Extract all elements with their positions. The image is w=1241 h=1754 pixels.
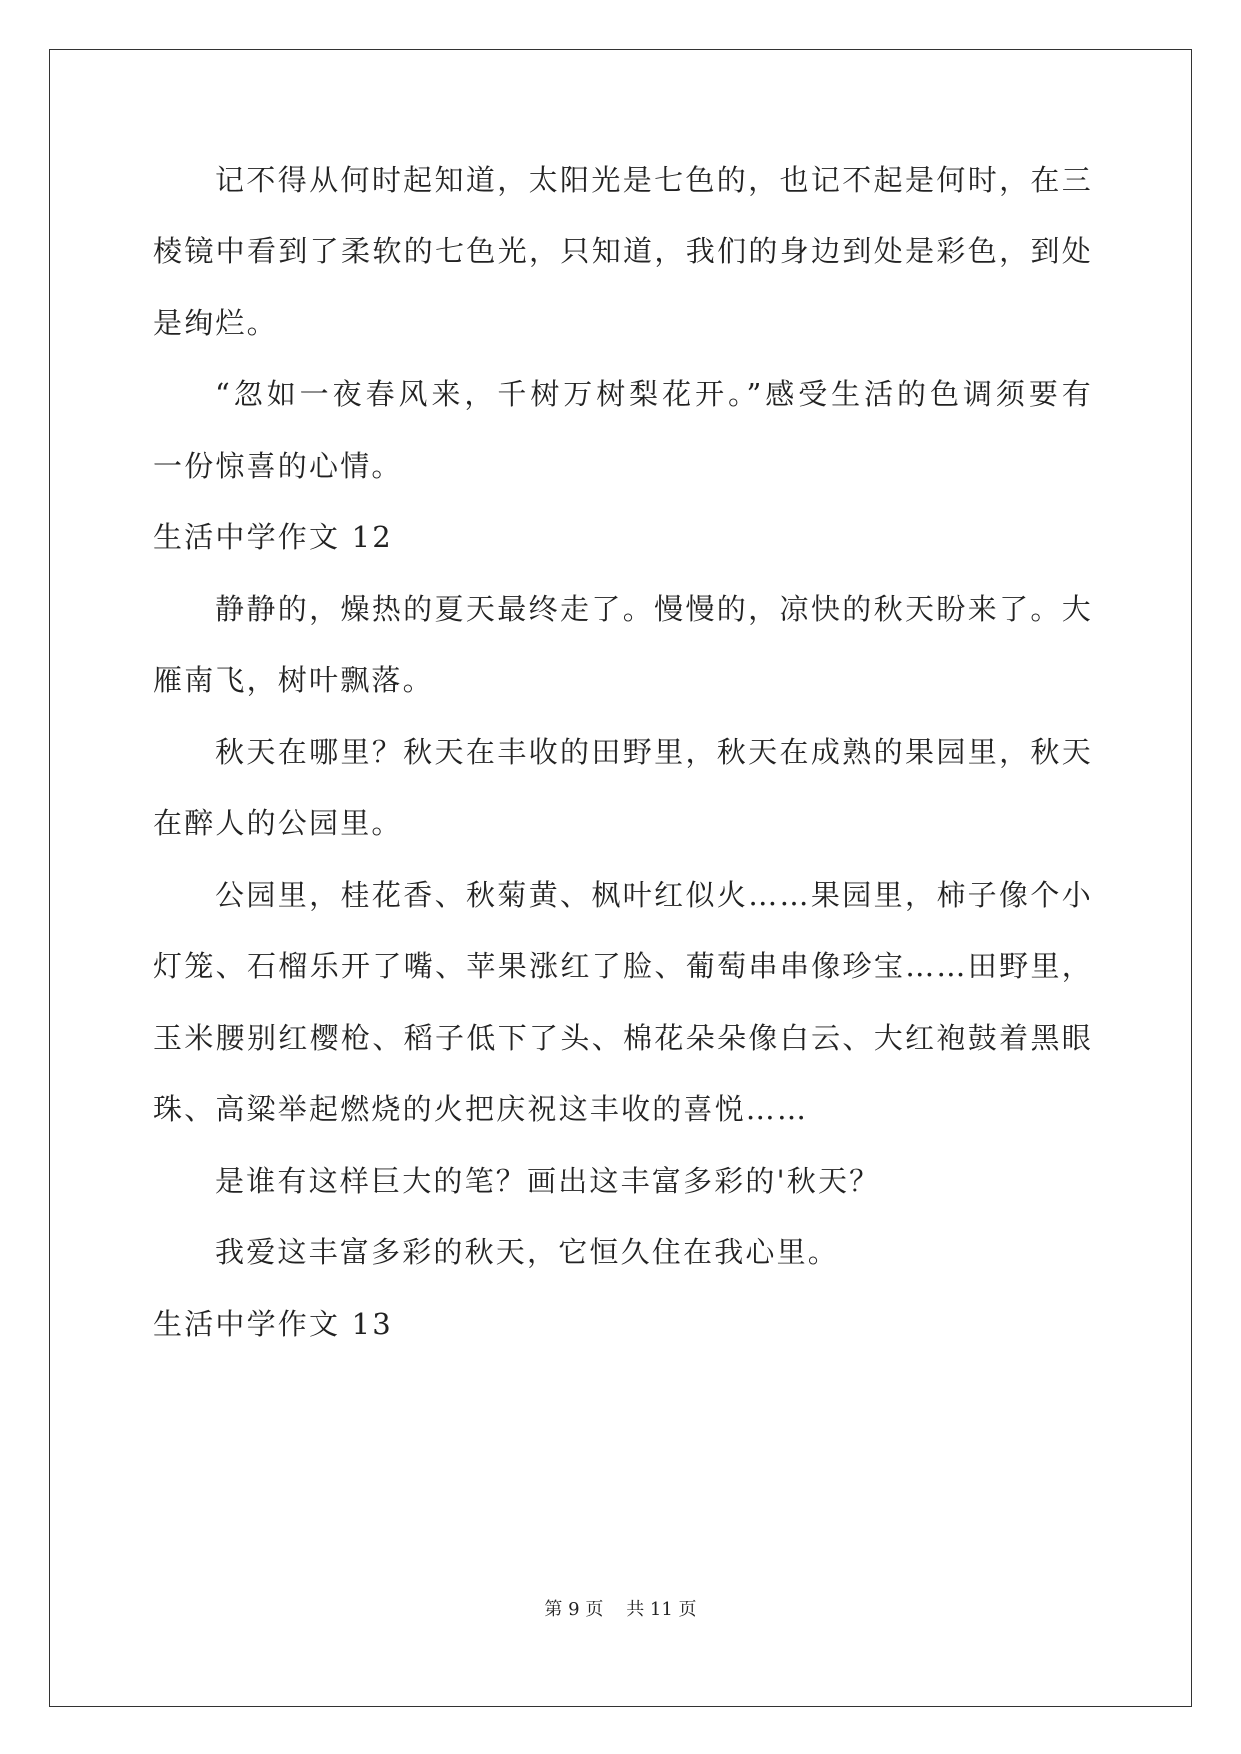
paragraph-line: 棱镜中看到了柔软的七色光，只知道，我们的身边到处是彩色，到处 [153,234,1093,268]
paragraph-line: 公园里，桂花香、秋菊黄、枫叶红似火……果园里，柿子像个小 [215,878,1093,912]
paragraph-line: 秋天在哪里？秋天在丰收的田野里，秋天在成熟的果园里，秋天 [215,735,1093,769]
paragraph-line: 珠、高粱举起燃烧的火把庆祝这丰收的喜悦…… [153,1092,809,1126]
paragraph-line: 我爱这丰富多彩的秋天，它恒久住在我心里。 [215,1235,840,1269]
paragraph-line: “忽如一夜春风来，千树万树梨花开。”感受生活的色调须要有 [215,377,1093,411]
paragraph-line: 玉米腰别红樱枪、稻子低下了头、棉花朵朵像白云、大红袍鼓着黑眼 [153,1021,1093,1055]
paragraph-line: 记不得从何时起知道，太阳光是七色的，也记不起是何时，在三 [215,163,1093,197]
paragraph-line: 静静的，燥热的夏天最终走了。慢慢的，凉快的秋天盼来了。大 [215,592,1093,626]
page-number-footer: 第 9 页 共 11 页 [544,1599,697,1620]
paragraph-line: 一份惊喜的心情。 [153,449,403,483]
section-heading: 生活中学作文 13 [153,1307,393,1341]
paragraph-line: 是绚烂。 [153,306,278,340]
section-heading: 生活中学作文 12 [153,520,393,554]
paragraph-line: 灯笼、石榴乐开了嘴、苹果涨红了脸、葡萄串串像珍宝……田野里， [153,949,1093,983]
paragraph-line: 是谁有这样巨大的笔？画出这丰富多彩的'秋天？ [215,1164,881,1198]
paragraph-line: 在醉人的公园里。 [153,806,403,840]
paragraph-line: 雁南飞，树叶飘落。 [153,663,434,697]
